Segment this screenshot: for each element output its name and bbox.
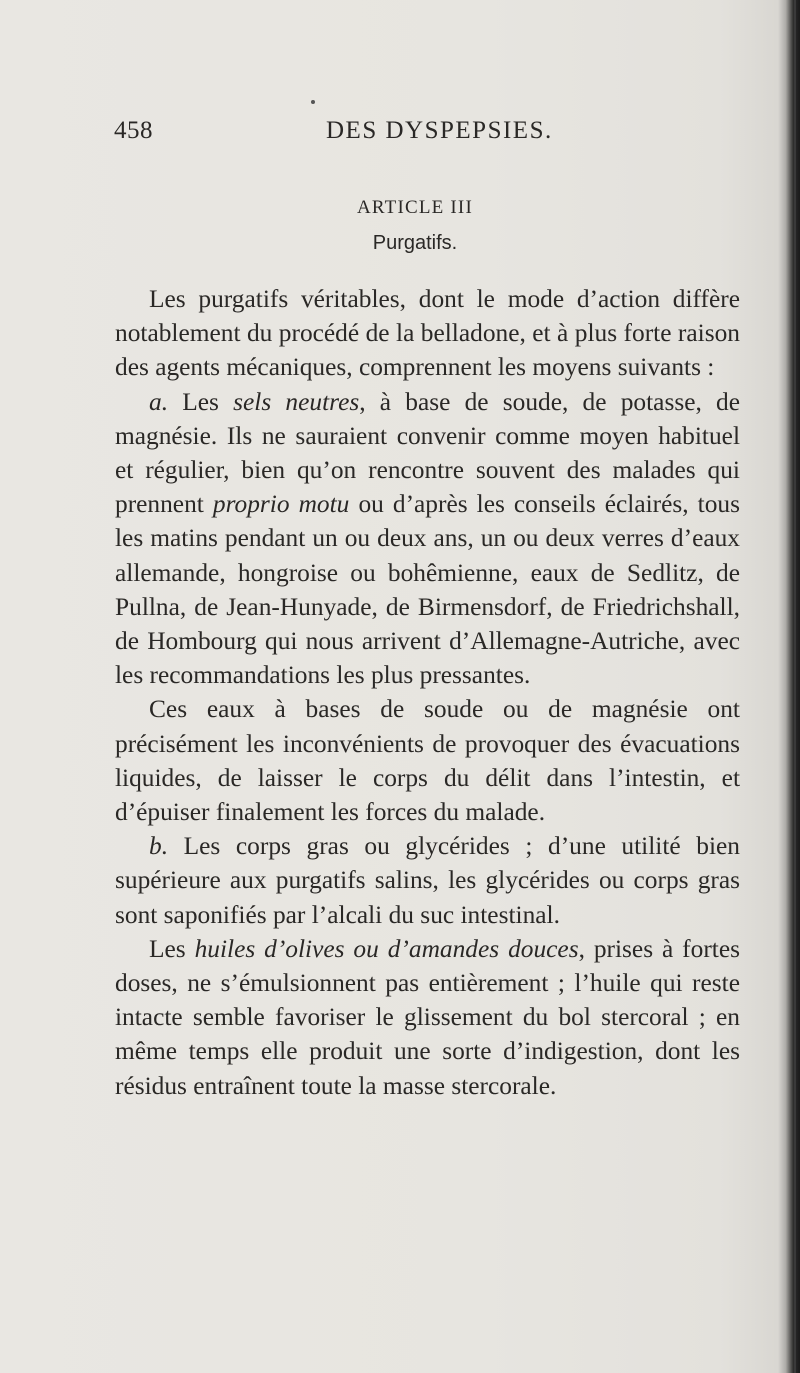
ink-speck: [311, 100, 315, 104]
text-segment: Les: [149, 934, 195, 963]
body-text: [115, 282, 740, 1103]
text-segment: Ces eaux à bases de soude ou de magnésie ont précisément les inconvénients de provoquer des évacuations liquides, de laisser le corps du délit dans l’intestin, et d’épuiser finalement les forces du malade.: [115, 695, 740, 827]
emphasis-proprio-motu: proprio motu: [212, 490, 350, 519]
running-head: DES DYSPEPSIES.: [326, 117, 553, 144]
page-number: 458: [114, 117, 153, 144]
text-segment: ou d’après les conseils éclairés, tous les matins pendant un ou deux ans, un ou deux verres d’eaux allemande, hongroise ou bohêmienne, eaux de Sedlitz, de Pullna, de Jean-Hunyade, de Birmensdorf, de Friedrichshall, de Hombourg qui nous arrivent d’Allemagne-Autriche, avec les recommandations les plus pressantes.: [115, 490, 740, 690]
article-title: ARTICLE III: [356, 197, 473, 218]
paragraph-a: [115, 385, 740, 693]
emphasis-huiles: huiles d’olives ou d’amandes douces: [194, 934, 579, 963]
section-title: Purgatifs.: [372, 232, 458, 254]
emphasis-sels-neutres: sels neutres: [233, 387, 360, 416]
paragraph-b: [115, 829, 740, 932]
paragraph-eaux: [115, 692, 740, 829]
page-header: [114, 117, 754, 151]
text-segment: Les corps gras ou glycérides ; d’une utilité bien supérieure aux purgatifs salins, les glycérides ou corps gras sont saponifiés par l’alcali du suc intestinal.: [115, 832, 740, 929]
item-marker-a: a.: [149, 387, 169, 416]
text-segment: , prises à fortes doses, ne s’émulsionnent pas entièrement ; l’huile qui reste intacte semble favoriser le glissement du bol stercoral ; en même temps elle produit une sorte d’indigestion, dont les résidus entraînent toute la masse stercorale.: [115, 934, 740, 1100]
paragraph-huiles: [115, 932, 740, 1103]
text-segment: Les purgatifs véritables, dont le mode d’action diffère notablement du procédé de la belladone, et à plus forte raison des agents mécaniques, comprennent les moyens suivants :: [115, 285, 740, 382]
item-marker-b: b.: [149, 832, 169, 861]
text-segment: Les: [168, 387, 234, 416]
text-segment: , à base de soude, de potasse, de magnésie. Ils ne sauraient convenir comme moyen habituel et régulier, bien qu’on rencontre souvent des malades qui prennent: [115, 387, 740, 519]
paragraph-intro: [115, 282, 740, 385]
